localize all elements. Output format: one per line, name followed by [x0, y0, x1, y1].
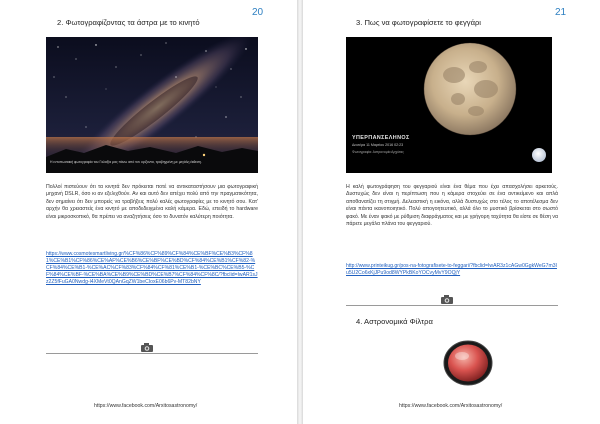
moon-photo-title: ΥΠΕΡΠΑΝΣΕΛΗΝΟΣ [352, 135, 410, 141]
cosmote-article-link[interactable]: https://www.cosmotesmartliving.gr/%CF%86%CF%89%CF%84%CE%BF%CE%B3%CF%81%CE%B1%CF%86%CE%AF%CE%B6%CE%BF%CE%BD%CF%84%CE%B1%CF%82-%CF%84%CE%B1-%CE%AC%CF%83%CF%84%CF%81%CE%B1-%CE%BC%CE%B5-%CF%84%CE%BF-%CE%BA%CE%B9%CE%BD%CE%B7%CF%84%CF%8C/?fbclid=IwAR1sJz2Z5fFuGA0Nwdg-l4XMeVt0QAnGqZW1beCIoxE06b6Pv-MT82bNY [46, 251, 258, 286]
left-page [0, 0, 297, 424]
left-page-footer: https://www.facebook.com/Arxitosastronomy/ [94, 403, 198, 409]
right-page-footer: https://www.facebook.com/Arxitosastronomy/ [399, 403, 503, 409]
left-page-heading: 2. Φωτογραφίζοντας τα άστρα με το κινητό [57, 18, 200, 27]
right-page-number: 21 [555, 7, 567, 18]
lens-filter-image [440, 333, 496, 389]
camera-icon [140, 342, 154, 353]
moon-photo [346, 37, 552, 173]
right-page-paragraph: Η καλή φωτογράφηση του φεγγαριού είναι ένα θέμα που έχει απασχολήσει αρκετούς. Δυστυχώς δεν είναι η περίπτωση που η κάμερα στοχεύει σε ένα αντικείμενο και απλά αποθανατίζει τη στιγμή. Δελεαστική η εικόνα, αλλά δυστυχώς στο τέλος το αποτέλεσμα δεν είναι πάντα ικανοποιητικό. Πολύ απογοητευτικό, αλλά όλο το μυστικό βρίσκεται στο σωστό φακό. Με έναν φακό με ρύθμιση διαφράγματος και με γρήγορη ταχύτητα θα είστε σε θέση να πάρετε μεγάλα πλάνα του φεγγαριού. [346, 184, 558, 228]
left-page-paragraph: Πολλοί πιστεύουν ότι τα κινητά δεν πρόκειται ποτέ να αντικαταστήσουν μια φωτογραφική μηχανή DSLR, όσο κι αν εξελιχθούν. Αν και αυτό δεν απέχει πολύ από την πραγματικότητα, δεν σημαίνει ότι δεν μπορείς να τραβήξεις πολύ καλές φωτογραφίες με το κινητό σου. Κατ' αρχήν θα χρειαστείς ένα κινητό με αποδεδειγμένα καλή κάμερα. Εδώ, επειδή το hardware είναι μικροσκοπικό, θα πρέπει να αναζητήσεις όσο το δυνατόν καλύτερη ποιότητα. [46, 184, 258, 220]
left-page-number: 20 [252, 7, 264, 18]
milky-way-image [46, 37, 258, 173]
moon-photo-credit: Φωτογραφία: Αστρονομία Αρχύτας [352, 150, 404, 154]
right-page-heading: 3. Πως να φωτογραφίσετε το φεγγάρι [356, 18, 481, 27]
lens-filter-photo [440, 333, 496, 389]
printeikug-article-link[interactable]: http://www.printeikug.gr/pos-na-fotografisete-to-feggari/?fbclid=IwAR3z1cAGw0GgkWeG7m3Iu5U2Co6xKjJPu9od8WYPkBKoYOCvyMvY9OQjY [346, 263, 557, 277]
astronomy-filters-heading: 4. Αστρονομικά Φίλτρα [356, 317, 433, 326]
milky-way-caption: Η εντυπωσιακή φωτογραφία του Γαλαξία μας πάνω από τον ορίζοντα, τραβηγμένη με μεγάλη έκθεση. [50, 160, 202, 164]
left-page-divider [46, 353, 258, 354]
milky-way-photo [46, 37, 258, 173]
moon-photo-subtitle: Δευτέρα 11 Μαρτίου 2016 02:23 [352, 143, 404, 147]
